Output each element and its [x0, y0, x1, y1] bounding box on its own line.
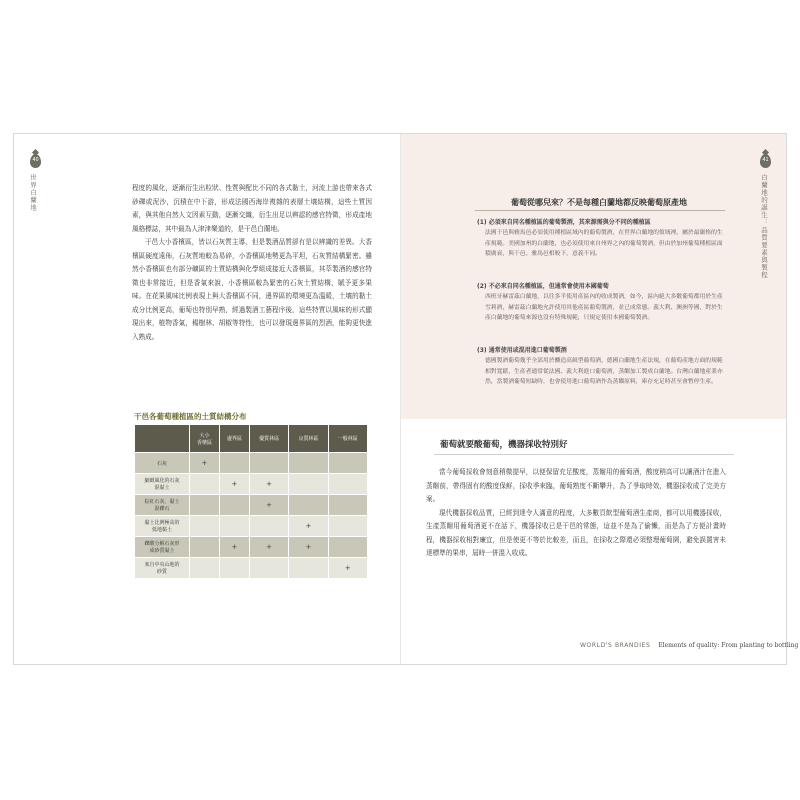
- box-item-body: 法國干邑與雅馬邑必須使用種植區域內的葡萄製酒，在世界白蘭地的領域裡，屬於最嚴格的生產規範。美國加州的白蘭地，也必須使用來自州界之內的葡萄製酒，但由於加州葡萄種植區面積廣衰，與干邑、雅馬邑相較下，意義不同。: [485, 230, 723, 257]
- table-row: [135, 558, 368, 579]
- page-number-badge-left: [30, 154, 41, 168]
- box-title-rule: [475, 210, 725, 211]
- table-cell: +: [249, 537, 288, 558]
- table-cell: +: [190, 453, 220, 474]
- table-row: [135, 495, 368, 516]
- column-header: 一般林區: [328, 425, 367, 453]
- left-body-text: [132, 182, 372, 344]
- table-cell: [328, 453, 367, 474]
- left-paragraph-2: 干邑大小香檳區，皆以石灰質主導，但是製酒品質卻有是以辨識的差異。大香檳區硬度遠佈，石灰質地較為易碎，小香檳區地勢更為平坦，石灰質結構緊密。雖然小香檳區也有部分礦區的土質結構與化學組成接近大香檳區，其萃製酒的感官特徵也非常接近，但是香氣來說，小香檳區較為緊密的石灰土質結構，賦予更多果味。在花果風味比例表現上與大香檳區不同，邊界區的環境更為溫暖，土壤的黏土成分比例更高，葡萄也特別早熟，經過製酒工藝程序後，這些特質以風味的形式顯現出來，植物香氣，楊樹林、胡椒等特性，也可以發現邊界區的烈酒，能夠更快進入熟成。: [132, 238, 372, 341]
- table-cell: [289, 495, 328, 516]
- box-item: [477, 218, 727, 260]
- box-item: [477, 346, 727, 388]
- table-cell: [190, 474, 220, 495]
- table-cell: [190, 537, 220, 558]
- box-item-heading: (2) 不必來自同名種植區，但通常會使用本國葡萄: [477, 283, 609, 290]
- sidebar-box: [401, 134, 786, 419]
- row-label: 細緻風化的石灰 混黏土: [135, 474, 190, 495]
- section-heading: 葡萄就要酸葡萄，機器採收特別好: [440, 440, 568, 450]
- box-item-heading: (3) 通常使用或混用進口葡萄製酒: [477, 347, 567, 354]
- row-label: 礫酸分解石灰形 成砂質黏土: [135, 537, 190, 558]
- table-cell: +: [328, 558, 367, 579]
- page-number-right: 41: [762, 157, 769, 163]
- soil-table: [134, 424, 368, 579]
- column-header: 大小 香檳區: [190, 425, 220, 453]
- table-cell: [249, 558, 288, 579]
- table-cell: +: [289, 537, 328, 558]
- table-cell: [190, 516, 220, 537]
- table-cell: [190, 495, 220, 516]
- table-cell: +: [249, 474, 288, 495]
- table-header-row: [135, 425, 368, 453]
- right-body-text: [426, 466, 726, 561]
- table-cell: +: [289, 516, 328, 537]
- table-corner-cell: [135, 425, 190, 453]
- table-cell: +: [249, 495, 288, 516]
- table-cell: [328, 495, 367, 516]
- table-row: [135, 474, 368, 495]
- table-cell: +: [219, 474, 249, 495]
- row-label: 來自中央山地的 砂質: [135, 558, 190, 579]
- table-row: [135, 453, 368, 474]
- side-label-left: 世界白蘭地: [29, 174, 37, 212]
- left-paragraph-1: 程度的風化，逐漸衍生出粒狀、性質與配比不同的各式黏土，河流上游也帶來各式砂礫或泥沙，沉積在中下游，形成法國西海岸複雜的表層土壤結構，這些土質因素，與其他自然人文因素互動，逐漸交織，衍生出足以辨認的感官特徵，形成產地風格標誌，其中最為人津津樂道的，是干邑白蘭地。: [132, 184, 372, 233]
- book-spread: [14, 134, 799, 664]
- table-cell: [219, 495, 249, 516]
- column-header: 良質林區: [289, 425, 328, 453]
- page-number-badge-right: [760, 154, 771, 168]
- box-title: 葡萄從哪兒來？不是每種白蘭地都反映葡萄原產地: [511, 197, 687, 207]
- row-label: 石灰: [135, 453, 190, 474]
- column-header: 優質林區: [249, 425, 288, 453]
- box-item-heading: (1) 必須來自同名種植區的葡萄製酒，其來源需與分不同的種植區: [477, 219, 651, 226]
- table-cell: [328, 516, 367, 537]
- table-cell: [219, 453, 249, 474]
- table-cell: [328, 474, 367, 495]
- right-paragraph-1: 當今葡萄採收會刻意稍微提早，以便保留充足酸度，蒸餾用的葡萄酒，酸度稍高可以讓酒汁在進入蒸餾前，帶得固有的酸度保鮮，採收季來臨，葡萄熟度不斷攀升，為了爭取時效，機器採收成了完美方案。: [426, 468, 726, 503]
- box-item-body: 德國製酒葡萄幾乎全部用於釀造高級型葡萄酒，德國白蘭地生產法規，在葡萄產地方面的規範相對寬鬆，生產者通常從法國、義大利進口葡萄酒，蒸餾加工製成白蘭地。台灣白蘭地產業亦然，當製酒葡萄短缺時，也會使用進口葡萄酒作為蒸餾原料，庫存充足時甚至會暫停生產。: [485, 358, 723, 385]
- row-label: 黏土比例極高的 低地黏土: [135, 516, 190, 537]
- column-header: 邊界區: [219, 425, 249, 453]
- table-cell: [249, 516, 288, 537]
- table-cell: [219, 516, 249, 537]
- row-label: 棕紅石灰、黏土 混礫石: [135, 495, 190, 516]
- table-title: 干邑各葡萄種植區的土質結構分布: [134, 412, 247, 421]
- table-cell: [289, 453, 328, 474]
- table-row: [135, 516, 368, 537]
- right-paragraph-2: 現代機器採收品質，已經到達令人滿意的程度，大多數頁飲型葡萄酒生產商，都可以用機器採收，生產蒸餾用葡萄酒更不在話下，機器採收已是干邑的常態，這並不是為了偷懶，而是為了方便計畫時程，機器採收相對廉宜，但是使更不等於比較差，而且，在採收之際還必須整理葡萄園，避免誤置害未達標準的果串，屆時一併混入收成。: [426, 508, 726, 557]
- table-row: [135, 537, 368, 558]
- box-item-body: 西班牙赫雷茲白蘭地，以往多半使用產區內的收成製酒，如今，區內絕大多數葡萄都用於生產雪莉酒，赫雷茲白蘭地允許使用其他產區葡萄製酒，並已成常態。義大利、澳洲等國，對於生產白蘭地的葡萄來源也沒有特殊規範，只規定使用本國葡萄製酒。: [485, 294, 723, 321]
- table-cell: [328, 537, 367, 558]
- table-cell: [289, 558, 328, 579]
- table-cell: +: [219, 537, 249, 558]
- page-footer: [580, 642, 798, 649]
- footer-text: Elements of quality: From planting to bottling: [658, 642, 799, 649]
- table-cell: [289, 474, 328, 495]
- table-cell: [219, 558, 249, 579]
- section-heading-rule: [434, 454, 734, 455]
- side-label-right: 白蘭地的誕生：品質要素與製程: [760, 174, 768, 279]
- table-cell: [249, 453, 288, 474]
- box-item: [477, 282, 727, 324]
- footer-brand: WORLD'S BRANDIES: [580, 642, 651, 649]
- page-number-left: 40: [32, 157, 39, 163]
- table-cell: [190, 558, 220, 579]
